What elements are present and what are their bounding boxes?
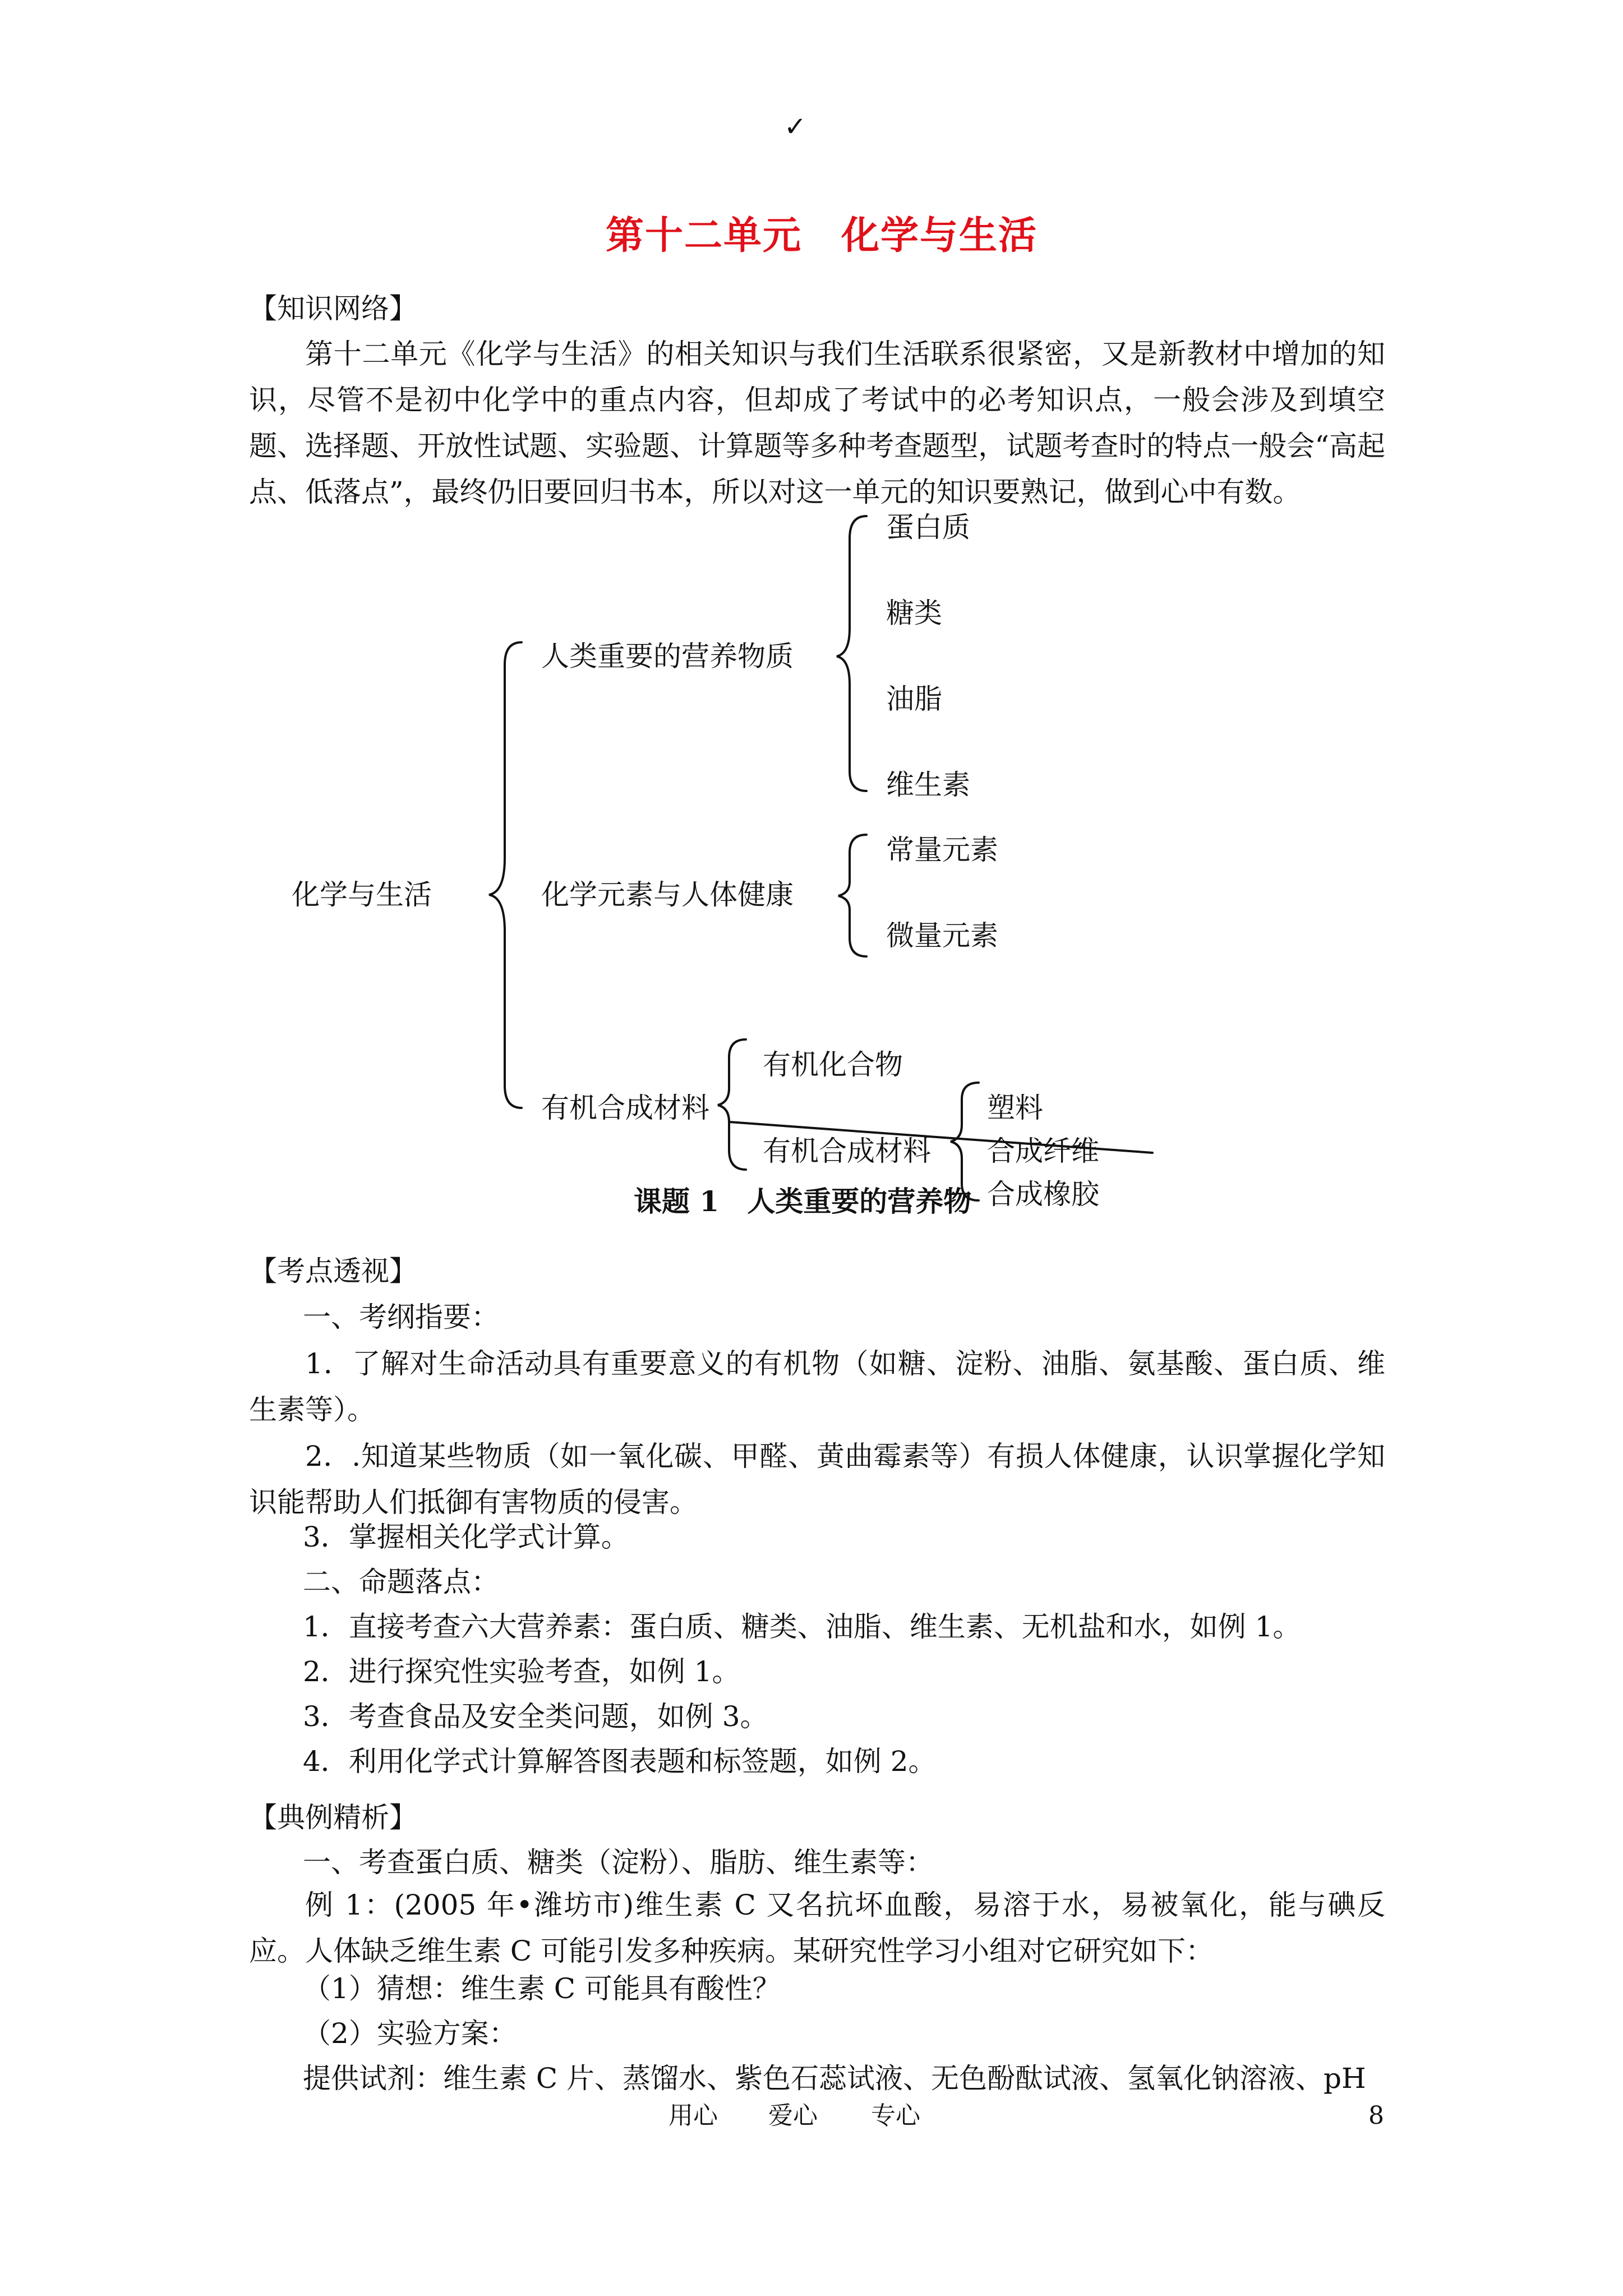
footer-middle: 爱心	[768, 2101, 818, 2130]
page-title: 第十二单元 化学与生活	[606, 213, 1038, 258]
brace-branch2	[838, 835, 866, 956]
focus-heading: 二、命题落点：	[303, 1566, 499, 1598]
focus-item-2: 2．进行探究性实验考查，如例 1。	[303, 1655, 740, 1688]
outline-heading: 一、考纲指要：	[303, 1301, 499, 1333]
diagram-branch1-item-4: 维生素	[886, 769, 970, 801]
example-1-text: 例 1：(2005 年•潍坊市)维生素 C 又名抗坏血酸，易溶于水，易被氧化，能与碘反应。人体缺乏维生素 C 可能引发多种疾病。某研究性学习小组对它研究如下：	[249, 1889, 1385, 1967]
focus-item-3: 3．考查食品及安全类问题，如例 3。	[303, 1700, 768, 1733]
outline-item-2: 2．.知道某些物质（如一氧化碳、甲醛、黄曲霉素等）有损人体健康，认识掌握化学知识能帮助人们抵御有害物质的侵害。	[249, 1440, 1385, 1519]
brace-root	[489, 642, 522, 1108]
header-checkmark: ✓	[784, 111, 807, 142]
focus-item-4: 4．利用化学式计算解答图表题和标签题，如例 2。	[303, 1745, 937, 1778]
diagram-branch2-item-1: 常量元素	[886, 834, 998, 866]
footer-left: 用心	[668, 2101, 718, 2130]
diagram-branch1-label: 人类重要的营养物质	[541, 640, 794, 673]
diagram-branch2-label: 化学元素与人体健康	[541, 878, 794, 911]
diagram-branch3-item-1: 有机化合物	[763, 1048, 903, 1081]
outline-item-1: 1．了解对生命活动具有重要意义的有机物（如糖、淀粉、油脂、氨基酸、蛋白质、维生素等）。	[249, 1347, 1385, 1426]
focus-item-1: 1．直接考查六大营养素：蛋白质、糖类、油脂、维生素、无机盐和水，如例 1。	[303, 1611, 1301, 1643]
diagram-subitem-1: 塑料	[987, 1092, 1043, 1124]
brace-branch1	[837, 516, 866, 791]
diagram-branch1-item-2: 糖类	[886, 597, 942, 629]
section-heading-knowledge-network: 【知识网络】	[249, 292, 417, 325]
diagram-subitem-3: 合成橡胶	[987, 1178, 1099, 1211]
diagram-branch1-item-1: 蛋白质	[886, 511, 970, 544]
diagram-branch3-item-2: 有机合成材料	[763, 1135, 931, 1167]
diagram-subitem-2: 合成纤维	[987, 1135, 1099, 1167]
example-1-step-2: （2）实验方案：	[303, 2017, 517, 2050]
section-heading-exam-points: 【考点透视】	[249, 1255, 417, 1287]
example-section-heading: 一、考查蛋白质、糖类（淀粉）、脂肪、维生素等：	[303, 1846, 934, 1879]
footer-right: 专心	[871, 2101, 920, 2130]
diagram-branch1-item-3: 油脂	[886, 683, 942, 715]
page-number: 8	[1368, 2101, 1384, 2130]
intro-paragraph: 第十二单元《化学与生活》的相关知识与我们生活联系很紧密，又是新教材中增加的知识，尽管不是初中化学中的重点内容，但却成了考试中的必考知识点，一般会涉及到填空题、选择题、开放性试题、实验题、计算题等多种考查题型，试题考查时的特点一般会“高起点、低落点”，最终仍旧要回归书本，所以对这一单元的知识要熟记，做到心中有数。	[249, 338, 1385, 508]
section-heading-examples: 【典例精析】	[249, 1801, 417, 1834]
diagram-root: 化学与生活	[292, 878, 432, 911]
example-1-step-1: （1）猜想：维生素 C 可能具有酸性？	[303, 1972, 781, 2005]
brace-subitems	[951, 1083, 979, 1200]
diagram-branch3-label: 有机合成材料	[541, 1092, 709, 1124]
lesson-title: 课题 1 人类重要的营养物	[634, 1185, 972, 1218]
example-1-reagents: 提供试剂：维生素 C 片、蒸馏水、紫色石蕊试液、无色酚酞试液、氢氧化钠溶液、pH	[303, 2062, 1366, 2095]
diagram-branch2-item-2: 微量元素	[886, 919, 998, 952]
outline-item-3: 3．掌握相关化学式计算。	[303, 1521, 629, 1553]
